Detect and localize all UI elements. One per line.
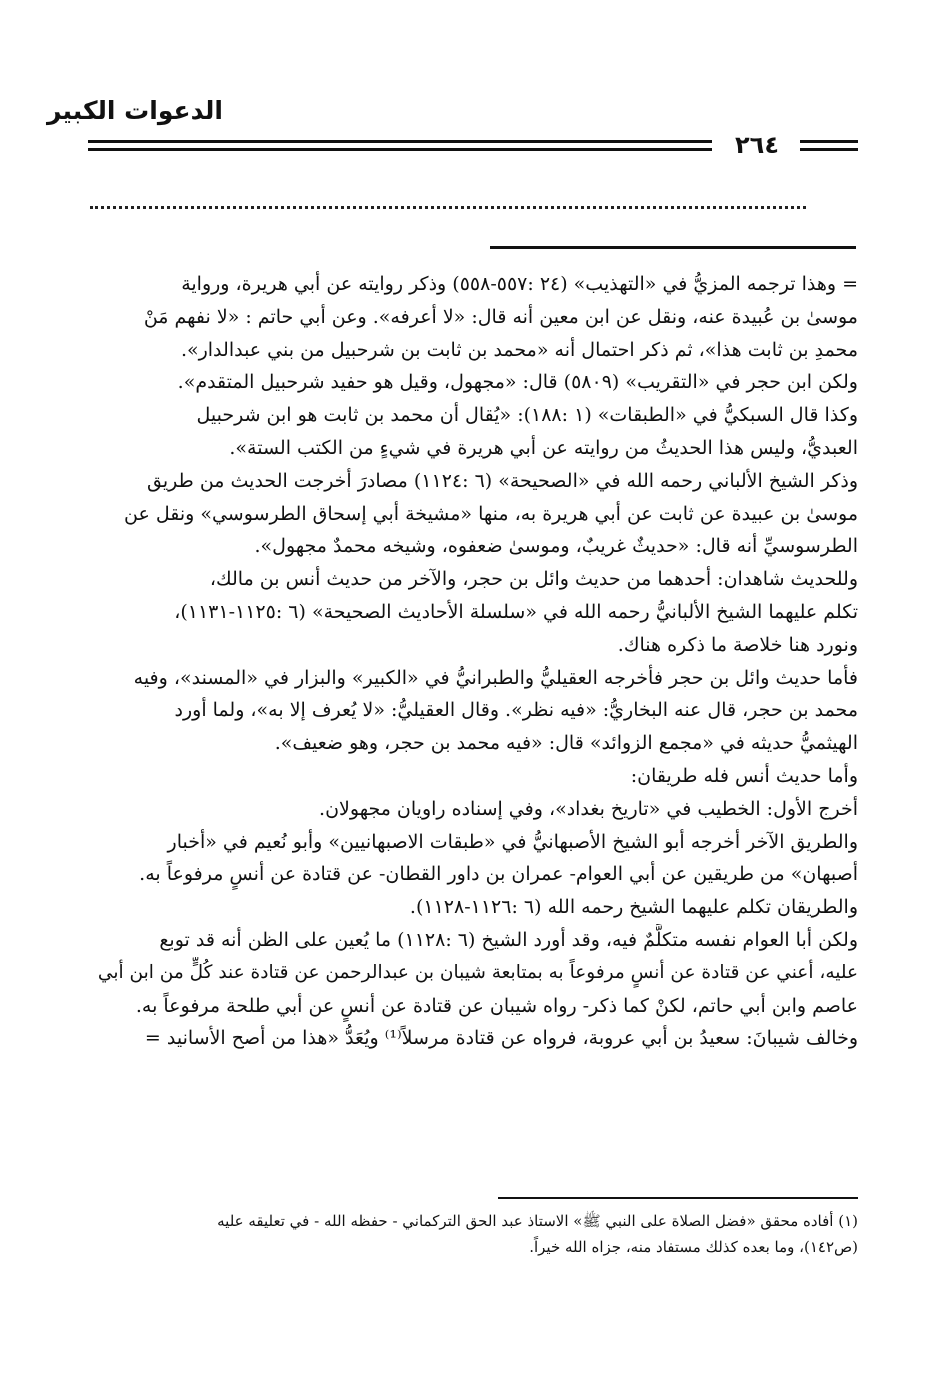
running-header-title: الدعوات الكبير (46, 96, 223, 125)
footnote-rule (498, 1197, 858, 1199)
footnote-line: (ص١٤٢)، وما بعده كذلك مستفاد منه، جزاه الله خيراً. (529, 1238, 858, 1256)
text-line: والطريقان تكلم عليهما الشيخ رحمه الله (٦ :١١٢٦-١١٢٨). (409, 896, 858, 919)
text-line: فأما حديث وائل بن حجر فأخرجه العقيليُّ والطبرانيُّ في «الكبير» والبزار في «المسند»، وفيه (133, 666, 858, 689)
text-line: أصبهان» من طريقين عن أبي العوام- عمران بن داور القطان- عن قتادة عن أنسٍ مرفوعاً به. (139, 863, 858, 886)
text-line: وأما حديث أنس فله طريقان: (630, 764, 858, 787)
text-line: الطرسوسيِّ أنه قال: «حديثٌ غريبٌ، وموسىٰ ضعفوه، وشيخه محمدٌ مجهول». (254, 535, 858, 558)
main-text (80, 268, 858, 1055)
text-line: أخرج الأول: الخطيب في «تاريخ بغداد»، وفي إسناده راويان مجهولان. (319, 797, 858, 820)
text-line: والطريق الآخر أخرجه أبو الشيخ الأصبهانيُّ في «طبقات الاصبهانيين» وأبو نُعيم في «أخبار (167, 830, 858, 853)
text-line: عليه، أعني عن قتادة عن أنسٍ مرفوعاً به بمتابعة شيبان بن عبدالرحمن عن قتادة عند كُلٍّ من ابن أبي (97, 961, 858, 983)
text-line: = وهذا ترجمه المزيُّ في «التهذيب» (٢٤ :٥٥٧-٥٥٨) وذكر روايته عن أبي هريرة، ورواية (181, 273, 858, 295)
text-line: وذكر الشيخ الألباني رحمه الله في «الصحيحة» (٦ :١١٢٤) مصادرَ أخرجت الحديث من طريق (147, 469, 858, 492)
text-line: العبديُّ، وليس هذا الحديثُ من روايته عن أبي هريرة في شيءٍ من الكتب الستة». (229, 436, 858, 459)
text-line: عاصم وابن أبي حاتم، لكنْ كما ذكر- رواه شيبان عن قتادة عن أنسٍ عن أبي طلحة مرفوعاً به. (135, 994, 858, 1017)
footnote-line: (١) أفاده محقق «فضل الصلاة على النبي ﷺ» الاستاذ عبد الحق التركماني - حفظه الله - في تعليقه عليه (217, 1212, 858, 1230)
text-line: وكذا قال السبكيُّ في «الطبقات» (١ :١٨٨): «يُقال أن محمد بن ثابت هو ابن شرحبيل (196, 404, 858, 427)
header-rule-right-lower (800, 148, 858, 151)
dotted-separator (90, 206, 806, 209)
text-line: موسىٰ بن عبيدة عن ثابت عن أبي هريرة به، منها «مشيخة أبي إسحاق الطرسوسي» ونقل عن (124, 502, 858, 525)
header-rule-upper (88, 140, 712, 143)
text-line: وللحديث شاهدان: أحدهما من حديث وائل بن حجر، والآخر من حديث أنس بن مالك، (209, 568, 858, 591)
text-line: محمد بن حجر، قال عنه البخاريُّ: «فيه نظر». وقال العقيليُّ: «لا يُعرف إلا به»، ولما أورد (174, 699, 858, 722)
footnote (80, 1208, 858, 1260)
text-line: موسىٰ بن عُبيدة عنه، ونقل عن ابن معين أنه قال: «لا أعرفه». وعن أبي حاتم : «لا نفهم مَنْ (143, 305, 858, 328)
header-rule-right-upper (800, 140, 858, 143)
text-line: تكلم عليهما الشيخ الألبانيُّ رحمه الله في «سلسلة الأحاديث الصحيحة» (٦ :١١٢٥-١١٣١)، (174, 600, 858, 623)
page-number: ٢٦٤ (735, 131, 779, 159)
text-line: ولكن ابن حجر في «التقريب» (٥٨٠٩) قال: «مجهول، وقيل هو حفيد شرحبيل المتقدم». (177, 371, 858, 394)
text-line: محمدِ بن ثابت هذا»، ثم ذكر احتمال أنه «محمد بن ثابت بن شرحبيل من بني عبدالدار». (180, 338, 858, 361)
text-line: ونورد هنا خلاصة ما ذكره هناك. (617, 633, 858, 656)
text-line: ولكن أبا العوام نفسه متكلَّمٌ فيه، وقد أورد الشيخ (٦ :١١٢٨) ما يُعين على الظن أنه قد توبع (159, 928, 858, 951)
continuation-rule (490, 246, 856, 249)
header-rule-lower (88, 148, 712, 151)
text-line: وخالف شيبانَ: سعيدُ بن أبي عروبة، فرواه عن قتادة مرسلاً⁽¹⁾ ويُعَدُّ «هذا من أصح الأسانيد = (144, 1027, 858, 1050)
text-line: الهيثميُّ حديثه في «مجمع الزوائد» قال: «فيه محمد بن حجر، وهو ضعيف». (274, 732, 858, 755)
